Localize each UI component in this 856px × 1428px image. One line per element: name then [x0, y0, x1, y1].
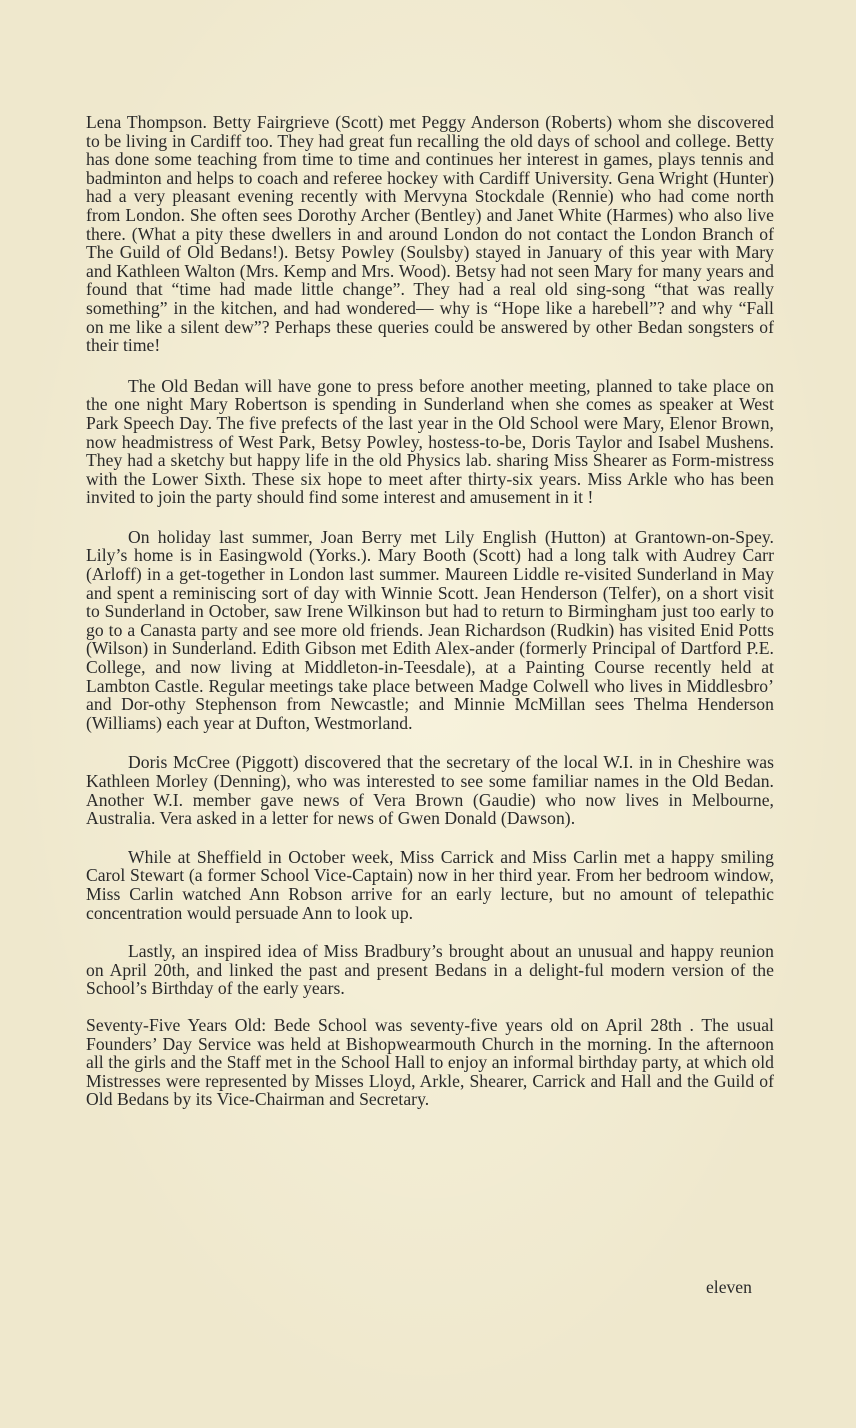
paragraph-continued: Lena Thompson. Betty Fairgrieve (Scott) met Peggy Anderson (Roberts) whom she discovered to be living in Cardiff too. They had great fun recalling the old days of school and college. Betty has done some teaching from time to time and continues her interest in games, plays tennis and badminton and helps to coach and referee hockey with Cardiff University. Gena Wright (Hunter) had a very pleasant evening recently with Mervyna Stockdale (Rennie) who had come north from London. She often sees Dorothy Archer (Bentley) and Janet White (Harmes) who also live there. (What a pity these dwellers in and around London do not contact the London Branch of The Guild of Old Bedans!). Betsy Powley (Soulsby) stayed in January of this year with Mary and Kathleen Walton (Mrs. Kemp and Mrs. Wood). Betsy had not seen Mary for many years and found that “time had made little change”. They had a real old sing-song “that was really something” in the kitchen, and had wondered— why is “Hope like a harebell”? and why “Fall on me like a silent dew”? Perhaps these queries could be answered by other Bedan songsters of their time! — [86, 112, 774, 356]
page-number: eleven — [706, 1277, 752, 1297]
paragraph-wi-news: Doris McCree (Piggott) discovered that the secretary of the local W.I. in in Cheshire was Kathleen Morley (Denning), who was interested to see some familiar names in the Old Bedan. Another W.I. member gave news of Vera Brown (Gaudie) who now lives in Melbourne, Australia. Vera asked in a letter for news of Gwen Donald (Dawson). — [86, 752, 774, 829]
body-text — [86, 113, 774, 1109]
paragraph-sheffield: While at Sheffield in October week, Miss Carrick and Miss Carlin met a happy smiling Carol Stewart (a former School Vice-Captain) now in her third year. From her bedroom window, Miss Carlin watched Ann Robson arrive for an early lecture, but no amount of telepathic concentration would persuade Ann to look up. — [86, 846, 774, 923]
paragraph-seventy-five-years — [86, 1016, 774, 1109]
paragraph-reunion: Lastly, an inspired idea of Miss Bradbury’s brought about an unusual and happy reunion on April 20th, and linked the past and present Bedans in a delight-ful modern version of the School’s Birthday of the early years. — [86, 941, 774, 999]
paragraph-old-bedan-meeting: The Old Bedan will have gone to press before another meeting, planned to take place on the one night Mary Robertson is spending in Sunderland when she comes as speaker at West Park Speech Day. The five prefects of the last year in the Old School were Mary, Elenor Brown, now headmistress of West Park, Betsy Powley, hostess-to-be, Doris Taylor and Isabel Mushens. They had a sketchy but happy life in the old Physics lab. sharing Miss Shearer as Form-mistress with the Lower Sixth. These six hope to meet after thirty-six years. Miss Arkle who has been invited to join the party should find some interest and amusement in it ! — [86, 375, 774, 508]
section-heading: Seventy-Five Years Old: — [86, 1014, 267, 1035]
section-text: Bede School was seventy-five years old on April 28th . The usual Founders’ Day Service was held at Bishopwearmouth Church in the morning. In the afternoon all the girls and the Staff met in the School Hall to enjoy an informal birthday party, at which old Mistresses were represented by Misses Lloyd, Arkle, Shearer, Carrick and Hall and the Guild of Old Bedans by its Vice-Chairman and Secretary. — [86, 1014, 774, 1110]
paragraph-holiday-meetings: On holiday last summer, Joan Berry met Lily English (Hutton) at Grantown-on-Spey. Lily’s home is in Easingwold (Yorks.). Mary Booth (Scott) had a long talk with Audrey Carr (Arloff) in a get-together in London last summer. Maureen Liddle re-visited Sunderland in May and spent a reminiscing sort of day with Winnie Scott. Jean Henderson (Telfer), on a short visit to Sunderland in October, saw Irene Wilkinson but had to return to Birmingham just too early to go to a Canasta party and see more old friends. Jean Richardson (Rudkin) has visited Enid Potts (Wilson) in Sunderland. Edith Gibson met Edith Alex-ander (formerly Principal of Dartford P.E. College, and now living at Middleton-in-Teesdale), at a Painting Course recently held at Lambton Castle. Regular meetings take place between Madge Colwell who lives in Middlesbro’ and Dor-othy Stephenson from Newcastle; and Minnie McMillan sees Thelma Henderson (Williams) each year at Dufton, Westmorland. — [86, 526, 774, 733]
